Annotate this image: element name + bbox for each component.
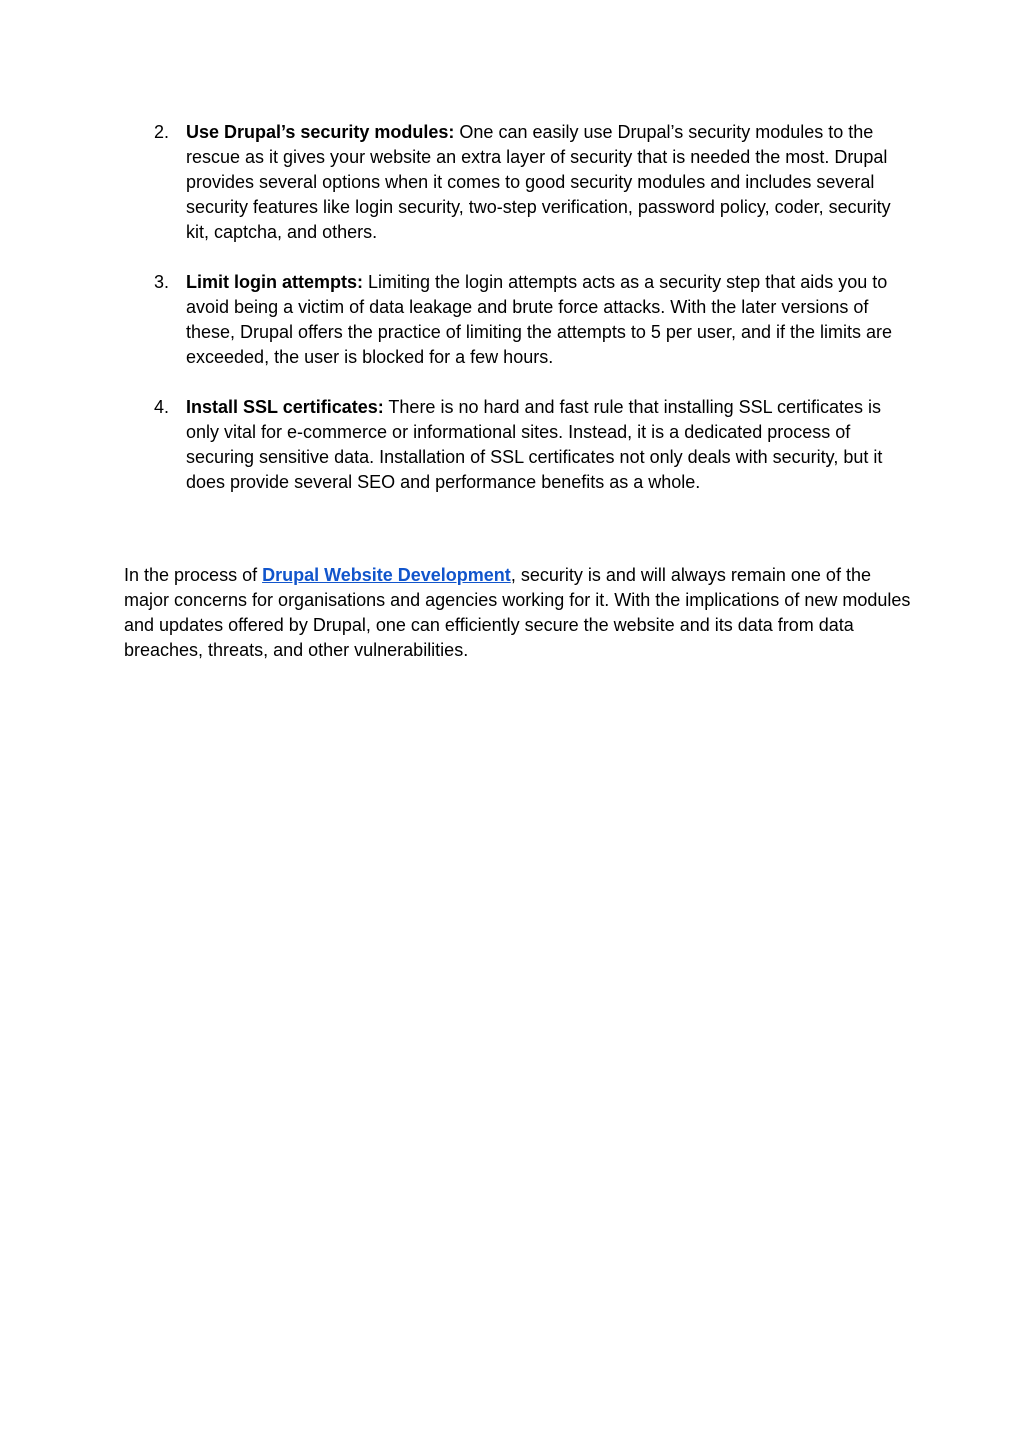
drupal-website-development-link[interactable]: Drupal Website Development <box>262 565 511 585</box>
closing-text-after-link: , security is and will always remain one of the major concerns for organisations and agencies working for it. With the implications of new modules and updates offered by Drupal, one can efficiently secure the website and its data from data breaches, threats, and other vulnerabilities. <box>124 565 911 660</box>
closing-text-before-link: In the process of <box>124 565 263 585</box>
list-item-number: 4. <box>154 397 170 417</box>
list-item-text: Limiting the login attempts acts as a security step that aids you to avoid being a victim of data leakage and brute force attacks. With the later versions of these, Drupal offers the practice of limiting the attempts to 5 per user, and if the limits are exceeded, the user is blocked for a few hours. <box>186 272 893 367</box>
list-item-text: There is no hard and fast rule that installing SSL certificates is only vital for e-commerce or informational sites. Instead, it is a dedicated process of securing sensitive data. Installation of SSL certificates not only deals with security, but it does provide several SEO and performance benefits as a whole. <box>186 397 883 492</box>
list-item <box>124 270 914 370</box>
list-item-number: 2. <box>154 122 170 142</box>
list-item <box>124 395 914 495</box>
list-item-term: Use Drupal’s security modules: <box>186 122 455 142</box>
list-item-term: Install SSL certificates: <box>186 397 384 417</box>
numbered-list <box>124 120 914 520</box>
list-item-number: 3. <box>154 272 170 292</box>
list-item-term: Limit login attempts: <box>186 272 363 292</box>
list-item-text: One can easily use Drupal’s security modules to the rescue as it gives your website an extra layer of security that is needed the most. Drupal provides several options when it comes to good security modules and includes several security features like login security, two-step verification, password policy, coder, security kit, captcha, and others. <box>186 122 891 242</box>
list-item <box>124 120 914 245</box>
closing-paragraph <box>124 563 914 663</box>
